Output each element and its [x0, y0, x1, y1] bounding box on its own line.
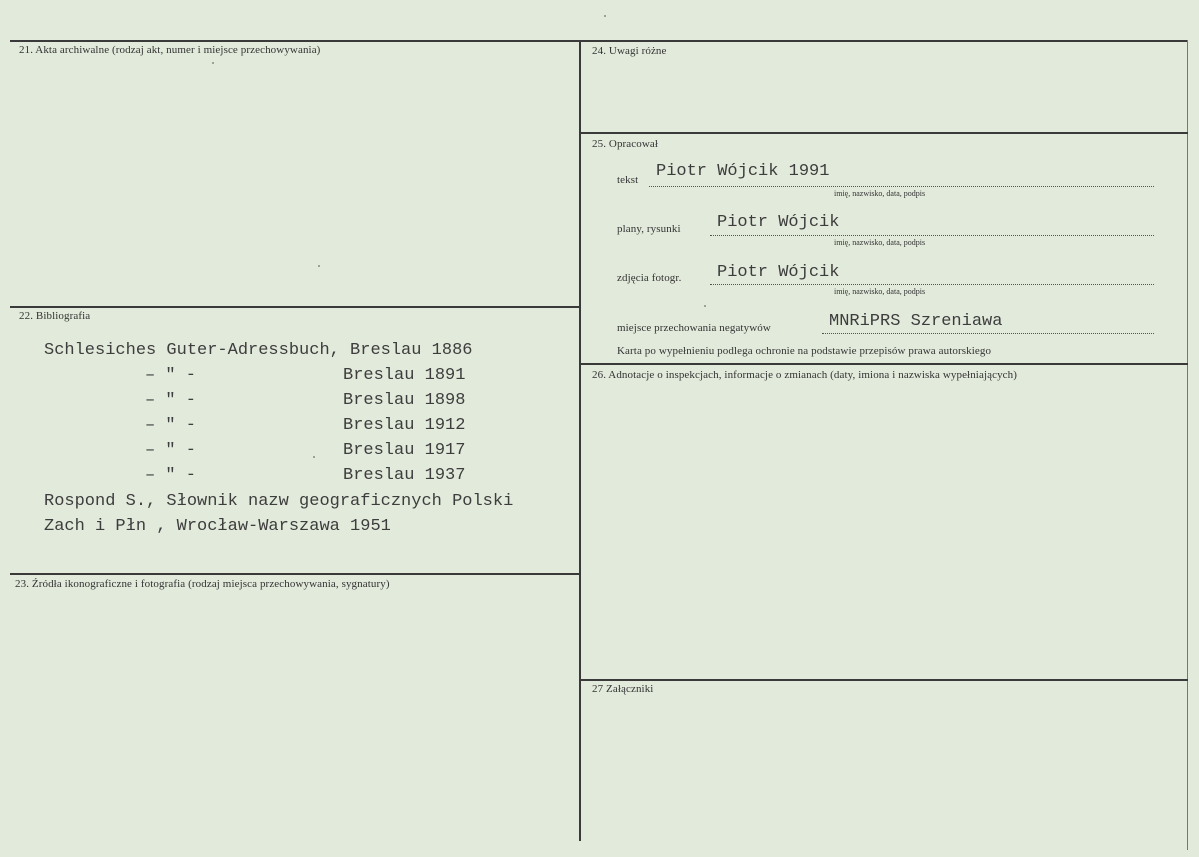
paper-speck: [318, 265, 320, 267]
bibliography-line-3: Breslau 1898: [343, 391, 466, 410]
divider-25-26: [581, 363, 1188, 365]
paper-speck: [704, 305, 706, 307]
plany-label: plany, rysunki: [617, 223, 681, 235]
section-22-label: 22. Bibliografia: [19, 310, 91, 322]
paper-speck: [212, 62, 214, 64]
tekst-dotted-line: [649, 186, 1154, 187]
plany-dotted-line: [710, 235, 1154, 236]
paper-speck: [313, 456, 315, 458]
bibliography-line-4: Breslau 1912: [343, 416, 466, 435]
negatywy-dotted-line: [822, 333, 1154, 334]
ditto-mark: – " -: [145, 416, 197, 435]
bibliography-line-5: Breslau 1917: [343, 441, 466, 460]
tekst-label: tekst: [617, 174, 639, 186]
bibliography-line-8: Zach i Płn , Wrocław-Warszawa 1951: [44, 517, 391, 536]
section-24-label: 24. Uwagi różne: [592, 45, 667, 57]
section-25-label: 25. Opracował: [592, 138, 659, 150]
divider-24-25: [581, 132, 1188, 134]
section-23-label: 23. Źródła ikonograficzne i fotografia (rodzaj miejsca przechowywania, sygnatury): [15, 578, 390, 590]
tekst-caption: imię, nazwisko, data, podpis: [834, 189, 926, 198]
bibliography-line-6: Breslau 1937: [343, 466, 466, 485]
negatywy-label: miejsce przechowania negatywów: [617, 322, 771, 334]
zdjecia-caption: imię, nazwisko, data, podpis: [834, 287, 926, 296]
ditto-mark: – " -: [145, 391, 197, 410]
zdjecia-value: Piotr Wójcik: [717, 263, 840, 282]
copyright-note: Karta po wypełnieniu podlega ochronie na podstawie przepisów prawa autorskiego: [617, 345, 992, 357]
right-edge-rule: [1187, 40, 1188, 850]
zdjecia-label: zdjęcia fotogr.: [617, 272, 682, 284]
bibliography-line-7: Rospond S., Słownik nazw geograficznych Polski: [44, 492, 514, 511]
bibliography-line-2: Breslau 1891: [343, 366, 466, 385]
plany-caption: imię, nazwisko, data, podpis: [834, 238, 926, 247]
bibliography-line-1: Schlesiches Guter-Adressbuch, Breslau 1886: [44, 341, 473, 360]
divider-22-23: [10, 573, 580, 575]
divider-21-22: [10, 306, 580, 308]
zdjecia-dotted-line: [710, 284, 1154, 285]
divider-26-27: [581, 679, 1188, 681]
negatywy-value: MNRiPRS Szreniawa: [829, 312, 1003, 331]
ditto-mark: – " -: [145, 441, 197, 460]
ditto-mark: – " -: [145, 366, 197, 385]
section-26-label: 26. Adnotacje o inspekcjach, informacje o zmianach (daty, imiona i nazwiska wypełniających): [592, 369, 1018, 381]
ditto-mark: – " -: [145, 466, 197, 485]
section-21-label: 21. Akta archiwalne (rodzaj akt, numer i miejsce przechowywania): [19, 44, 321, 56]
top-rule: [10, 40, 1188, 42]
plany-value: Piotr Wójcik: [717, 213, 840, 232]
paper-speck: [604, 15, 606, 17]
tekst-value: Piotr Wójcik 1991: [656, 162, 830, 181]
section-27-label: 27 Załączniki: [592, 683, 654, 695]
center-divider: [579, 41, 581, 841]
